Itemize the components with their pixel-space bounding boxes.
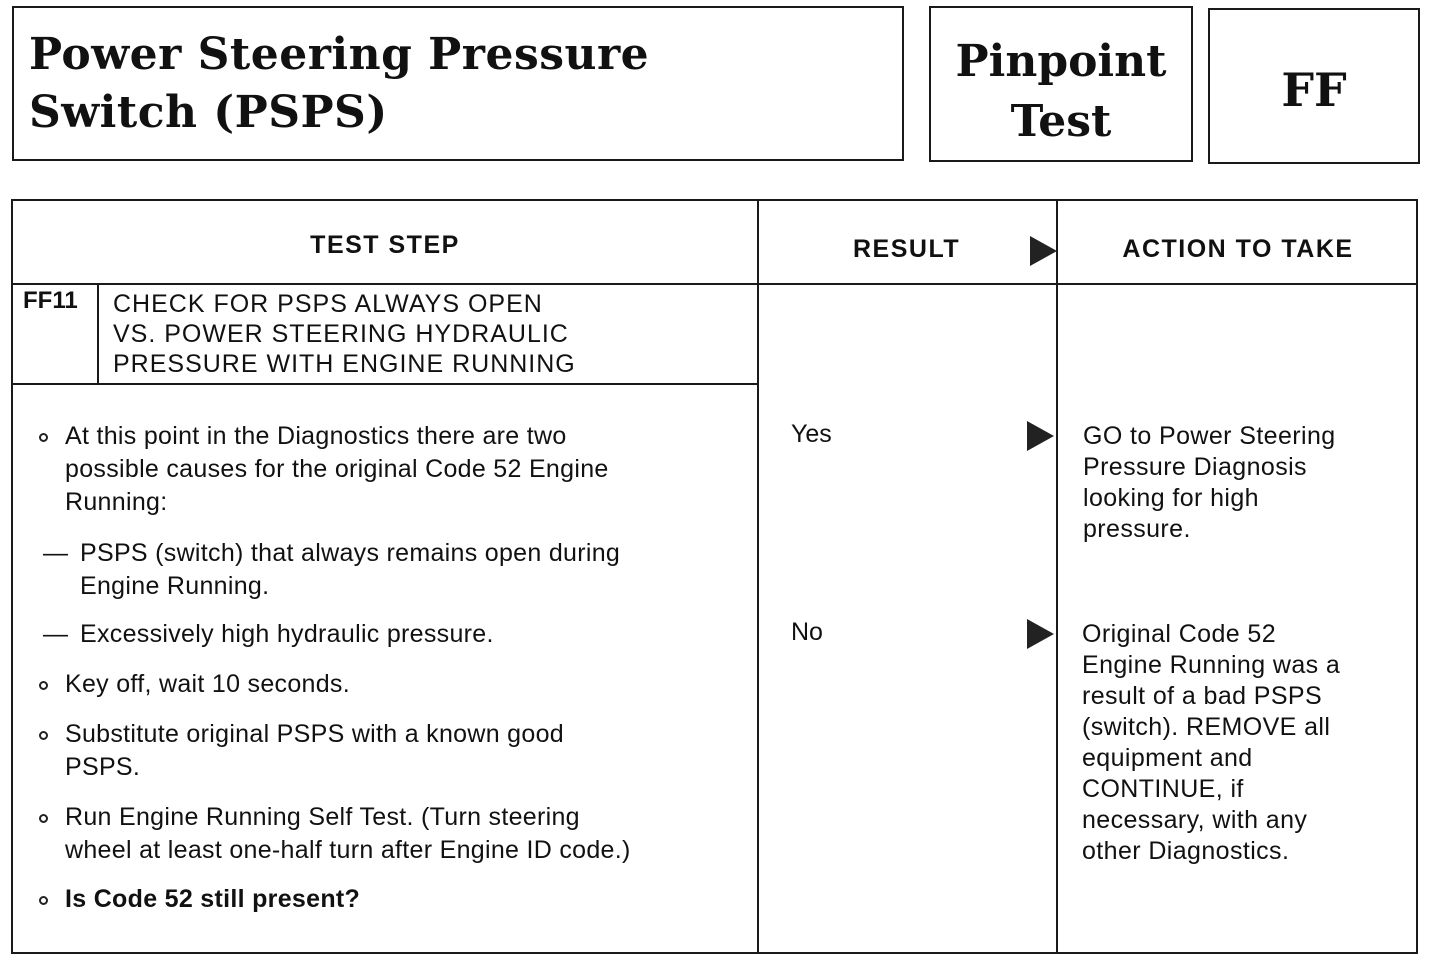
page-title <box>29 26 649 142</box>
action-no <box>1082 619 1392 867</box>
test-type-box <box>929 6 1193 162</box>
test-code-box <box>1208 8 1420 164</box>
action-yes <box>1083 421 1393 545</box>
bullet-icon <box>39 731 48 740</box>
header-action: ACTION TO TAKE <box>1122 235 1354 263</box>
list-item <box>37 801 697 867</box>
header-rule <box>13 283 1418 285</box>
action-line: (switch). REMOVE all <box>1082 713 1331 741</box>
test-type-line-2: Test <box>1010 96 1112 147</box>
action-line: GO to Power Steering <box>1083 422 1336 450</box>
step-title-line-3: PRESSURE WITH ENGINE RUNNING <box>113 350 576 378</box>
list-item <box>43 618 703 651</box>
title-box <box>12 6 904 161</box>
action-line: result of a bad PSPS <box>1082 682 1323 710</box>
item-line: Excessively high hydraulic pressure. <box>80 620 494 648</box>
title-line-2: Switch (PSPS) <box>29 87 388 138</box>
action-line: Original Code 52 <box>1082 620 1277 648</box>
test-type-label <box>931 32 1191 152</box>
list-item <box>37 420 697 519</box>
bullet-icon <box>39 681 48 690</box>
dash-icon: — <box>43 620 69 648</box>
title-line-1: Power Steering Pressure <box>29 29 650 80</box>
divider-step-id <box>97 285 99 383</box>
item-line: At this point in the Diagnostics there are two <box>65 422 567 450</box>
header-arrow-icon <box>1030 236 1057 266</box>
result-yes-arrow-icon <box>1027 421 1054 451</box>
item-line: Engine Running. <box>80 572 270 600</box>
test-type-line-1: Pinpoint <box>955 36 1167 87</box>
list-item <box>37 718 697 784</box>
step-title-line-1: CHECK FOR PSPS ALWAYS OPEN <box>113 290 543 318</box>
step-title <box>113 289 753 379</box>
list-item-question <box>37 883 697 916</box>
item-line: wheel at least one-half turn after Engine ID code.) <box>65 836 631 864</box>
bullet-icon <box>39 896 48 905</box>
item-line: Key off, wait 10 seconds. <box>65 670 350 698</box>
item-line: possible causes for the original Code 52 Engine <box>65 455 609 483</box>
list-item <box>37 668 697 701</box>
action-line: Pressure Diagnosis <box>1083 453 1307 481</box>
result-no-arrow-icon <box>1027 619 1054 649</box>
dash-icon: — <box>43 539 69 567</box>
list-item <box>43 537 703 603</box>
header-test-step: TEST STEP <box>310 231 460 259</box>
action-line: pressure. <box>1083 515 1191 543</box>
step-title-rule <box>13 383 759 385</box>
item-line: Running: <box>65 488 168 516</box>
bullet-icon <box>39 814 48 823</box>
action-line: Engine Running was a <box>1082 651 1341 679</box>
result-no: No <box>791 618 823 646</box>
action-line: equipment and <box>1082 744 1253 772</box>
test-code: FF <box>1281 63 1347 117</box>
divider-test-result <box>757 201 759 954</box>
action-line: CONTINUE, if <box>1082 775 1244 803</box>
action-line: other Diagnostics. <box>1082 837 1290 865</box>
action-line: looking for high <box>1083 484 1259 512</box>
item-line: Substitute original PSPS with a known good <box>65 720 565 748</box>
result-yes: Yes <box>791 420 832 448</box>
item-line: PSPS (switch) that always remains open during <box>80 539 621 567</box>
header-result: RESULT <box>853 235 961 263</box>
action-line: necessary, with any <box>1082 806 1308 834</box>
step-title-line-2: VS. POWER STEERING HYDRAULIC <box>113 320 569 348</box>
item-line: PSPS. <box>65 753 141 781</box>
bullet-icon <box>39 433 48 442</box>
diagnostic-table <box>11 199 1418 954</box>
divider-result-action <box>1056 201 1058 954</box>
item-line: Is Code 52 still present? <box>65 885 361 913</box>
item-line: Run Engine Running Self Test. (Turn steering <box>65 803 580 831</box>
step-id: FF11 <box>23 287 78 314</box>
